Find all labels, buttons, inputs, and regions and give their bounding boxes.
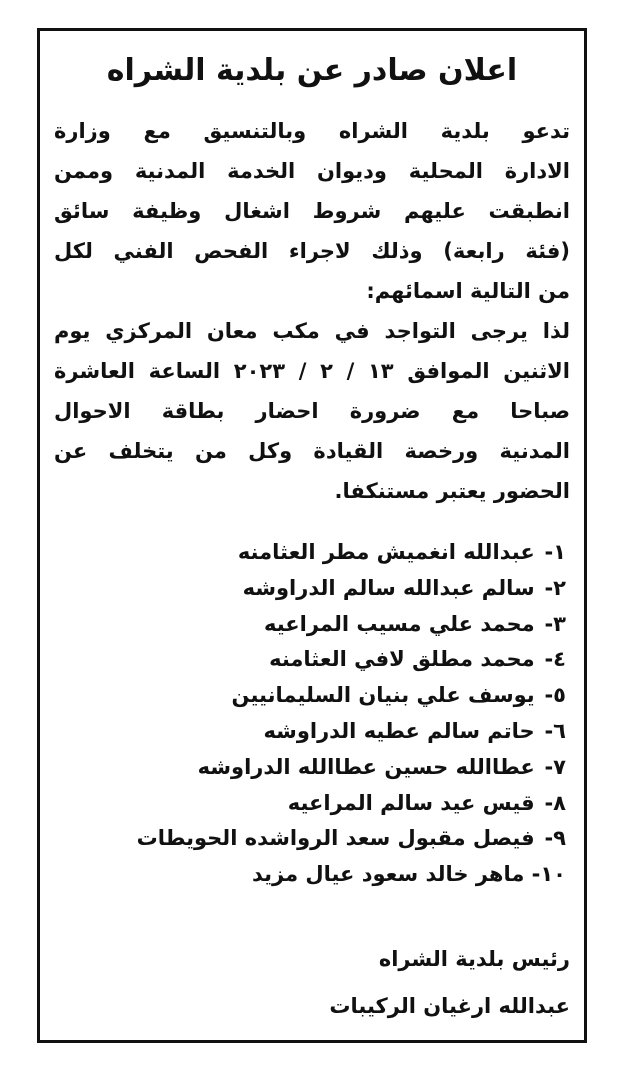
body-line: من التالية اسمائهم: [366, 279, 570, 303]
body-line: الاثنين الموافق ١٣ / ٢ / ٢٠٢٣ الساعة العاشرة [54, 359, 570, 383]
list-item-number: ١- [544, 540, 566, 564]
list-item-number: ٩- [544, 826, 566, 851]
body-line: لذا يرجى التواجد في مكب معان المركزي يوم [54, 319, 570, 343]
announcement-frame [37, 28, 587, 1043]
list-item-name: عطاالله حسين عطاالله الدراوشه [197, 754, 535, 779]
list-item [54, 571, 566, 607]
list-item-number: ٥- [544, 683, 566, 708]
announcement-title: اعلان صادر عن بلدية الشراه [106, 53, 518, 88]
list-item-name: قيس عيد سالم المراعيه [287, 790, 535, 815]
list-item-number: ٨- [544, 790, 566, 815]
list-item [54, 607, 566, 643]
list-item-name: يوسف علي بنيان السليمانيين [231, 683, 535, 708]
list-item-name: فيصل مقبول سعد الرواشده الحويطات [136, 826, 535, 851]
body-line: صباحا مع ضرورة احضار بطاقة الاحوال [54, 399, 570, 423]
signature-position: رئيس بلدية الشراه [378, 947, 570, 971]
list-item [54, 535, 566, 571]
list-item-name: محمد علي مسيب المراعيه [263, 611, 535, 636]
names-list [54, 535, 566, 893]
list-item [54, 786, 566, 822]
list-item [54, 678, 566, 714]
body-line: الادارة المحلية وديوان الخدمة المدنية وممن [54, 159, 570, 183]
signature-name: عبدالله ارغيان الركيبات [329, 994, 570, 1018]
list-item-number: ٧- [544, 754, 566, 779]
list-item [54, 821, 566, 857]
list-item [54, 642, 566, 678]
list-item-name: حاتم سالم عطيه الدراوشه [263, 718, 535, 743]
body-line: الحضور يعتبر مستنكفا. [334, 479, 570, 503]
list-item-number: ٢- [544, 575, 566, 600]
body-line: المدنية ورخصة القيادة وكل من يتخلف عن [54, 439, 570, 463]
list-item-name: محمد مطلق لافي العثامنه [269, 647, 535, 672]
list-item [54, 750, 566, 786]
list-item-name: عبدالله انغميش مطر العثامنه [237, 540, 535, 564]
list-item-name: ماهر خالد سعود عيال مزيد [251, 862, 525, 887]
body-line: (فئة رابعة) وذلك لاجراء الفحص الفني لكل [54, 239, 570, 263]
list-item-number: ١٠- [531, 862, 566, 887]
list-item-number: ٣- [544, 611, 566, 636]
body-line: تدعو بلدية الشراه وبالتنسيق مع وزارة [54, 119, 570, 143]
body-line: انطبقت عليهم شروط اشغال وظيفة سائق [54, 199, 570, 223]
list-item-name: سالم عبدالله سالم الدراوشه [242, 575, 535, 600]
list-item-number: ٤- [544, 647, 566, 672]
list-item-number: ٦- [544, 718, 566, 743]
list-item [54, 714, 566, 750]
list-item [54, 857, 566, 893]
